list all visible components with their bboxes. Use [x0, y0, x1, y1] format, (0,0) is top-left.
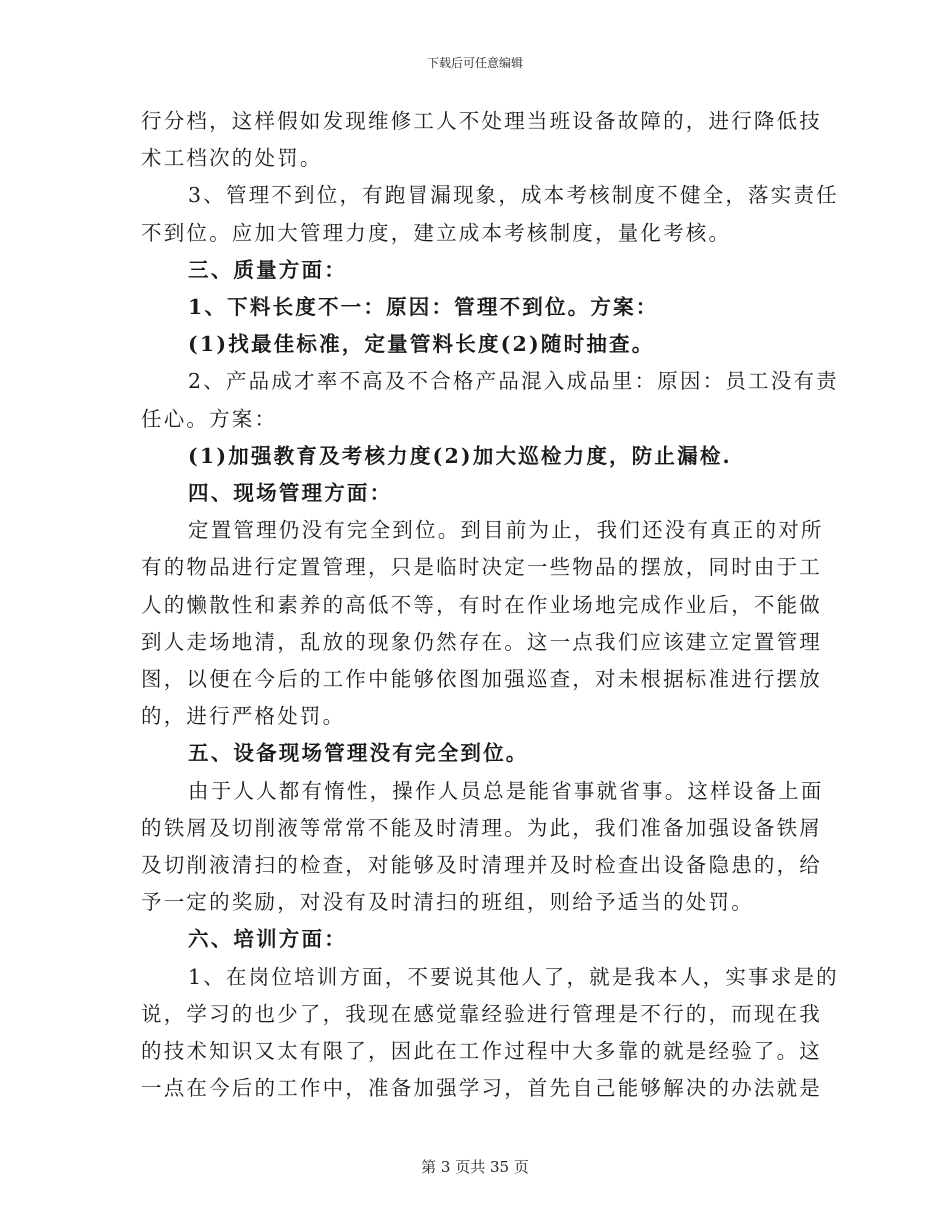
- page-header: 下载后可任意编辑: [426, 56, 523, 70]
- document-body: [141, 103, 839, 1107]
- body-line: 人的懒散性和素养的高低不等，有时在作业场地完成作业后，不能做: [141, 592, 822, 617]
- body-line: 说，学习的也少了，我现在感觉靠经验进行管理是不行的，而现在我: [141, 1001, 822, 1026]
- body-line: 的铁屑及切削液等常常不能及时清理。为此，我们准备加强设备铁屑: [141, 815, 822, 840]
- section-heading: 四、现场管理方面：: [188, 481, 393, 506]
- body-line: 图，以便在今后的工作中能够依图加强巡查，对未根据标准进行摆放: [141, 667, 822, 692]
- body-line: 任心。方案：: [141, 406, 278, 431]
- body-line: 的技术知识又太有限了，因此在工作过程中大多靠的就是经验了。这: [141, 1039, 822, 1064]
- body-line: 1、在岗位培训方面，不要说其他人了，就是我本人，实事求是的: [188, 964, 839, 989]
- body-line: 3、管理不到位，有跑冒漏现象，成本考核制度不健全，落实责任: [188, 183, 839, 208]
- body-line: 到人走场地清，乱放的现象仍然存在。这一点我们应该建立定置管理: [141, 629, 822, 654]
- body-line: 的，进行严格处罚。: [141, 704, 346, 729]
- body-line: 定置管理仍没有完全到位。到目前为止，我们还没有真正的对所: [188, 518, 824, 543]
- body-line: 及切削液清扫的检查，对能够及时清理并及时检查出设备隐患的，给: [141, 853, 822, 878]
- body-line: 不到位。应加大管理力度，建立成本考核制度，量化考核。: [141, 220, 732, 245]
- bold-line: 1、下料长度不一：原因：管理不到位。方案：: [188, 295, 659, 320]
- section-heading: 六、培训方面：: [188, 927, 347, 952]
- page-footer: 第 3 页共 35 页: [421, 1158, 529, 1176]
- body-line: 行分档，这样假如发现维修工人不处理当班设备故障的，进行降低技: [141, 109, 822, 133]
- body-line: 有的物品进行定置管理，只是临时决定一些物品的摆放，同时由于工: [141, 555, 822, 580]
- section-heading: 五、设备现场管理没有完全到位。: [188, 741, 529, 766]
- body-line: 2、产品成才率不高及不合格产品混入成品里：原因：员工没有责: [188, 369, 839, 394]
- body-line: 一点在今后的工作中，准备加强学习，首先自己能够解决的办法就是: [141, 1076, 822, 1101]
- body-line: 术工档次的处罚。: [141, 146, 323, 171]
- bold-line: (1)加强教育及考核力度(2)加大巡检力度，防止漏检.: [188, 443, 732, 468]
- bold-line: (1)找最佳标准，定量管料长度(2)随时抽查。: [188, 332, 655, 357]
- body-line: 予一定的奖励，对没有及时清扫的班组，则给予适当的处罚。: [141, 890, 754, 915]
- section-heading: 三、质量方面：: [188, 257, 347, 282]
- body-line: 由于人人都有惰性，操作人员总是能省事就省事。这样设备上面: [188, 778, 824, 803]
